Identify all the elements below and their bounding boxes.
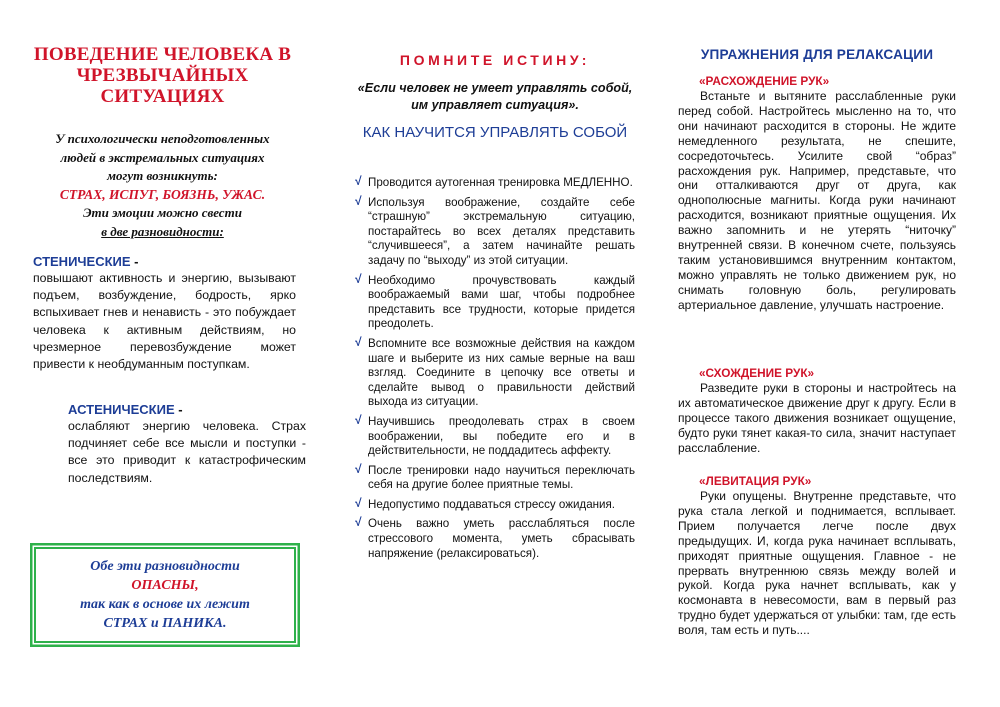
checkmark-icon: √ (355, 334, 362, 349)
heading-dash: - (130, 254, 139, 269)
intro-line: могут возникнуть: (107, 168, 218, 183)
asthenic-heading (68, 402, 183, 418)
list-item-text: Очень важно уметь расслабляться после стрессового момента, уметь сбрасывать напряжение (релаксироваться). (368, 517, 635, 560)
exercise-heading: «СХОЖДЕНИЕ РУК» (699, 366, 815, 380)
list-item-text: Используя воображение, создайте себе “страшную” экстремальную ситуацию, постарайтесь во всех деталях представить “случившееся”, а затем начинайте решать задачу по “выходу” из этой ситуации. (368, 195, 635, 267)
sthenic-heading-text: СТЕНИЧЕСКИЕ (33, 254, 131, 269)
self-control-subtitle: КАК НАУЧИТСЯ УПРАВЛЯТЬ СОБОЙ (362, 124, 628, 141)
list-item (355, 495, 635, 513)
exercise-text: Встаньте и вытяните расслабленные руки перед собой. Настройтесь мысленно на то, что они начинают расходится в стороны. Не ждите немедленного результата, не спешите, сосредоточьтесь. Усилите свой “образ” расхождения рук. Например, представьте, что они отталкиваются друг от друга, как однополюсные магниты. Когда руки начинают расходится, возникают приятные ощущения. Их важно запомнить и не утерять “ниточку” внутренней связи. В конечном счете, пользуясь таким установившимся внутренним контактом, можно управлять не только движением рук, но снимать головную боль, регулировать артериальное давление, улучшать настроение. (678, 89, 956, 312)
title-line: ЧРЕЗВЫЧАЙНЫХ (76, 65, 249, 86)
exercise-text: Разведите руки в стороны и настройтесь на их автоматическое движение друг к другу. Если в процессе такого движения возникает ощущение, будто руки тянет какая-то сила, значит наступает расслабление. (678, 381, 956, 455)
box-line: так как в основе их лежит (80, 597, 250, 612)
truth-title: ПОМНИТЕ ИСТИНУ: (399, 52, 591, 68)
title-line: СИТУАЦИЯХ (100, 86, 225, 107)
checkmark-icon: √ (355, 515, 362, 530)
checkmark-icon: √ (355, 193, 362, 208)
sthenic-text: повышают активность и энергию, вызывают подъем, возбуждение, бодрость, ярко вспыхивает гнев и ненависть - это побуждает человека к активным действиям, но чрезмерное перевозбуждение может привести к необдуманным поступкам. (33, 271, 296, 372)
list-item-text: Научившись преодолевать страх в своем воображении, вы победите его и в действительности, не поддадитесь аффекту. (368, 414, 635, 458)
list-item (355, 334, 635, 410)
list-item (355, 176, 635, 191)
emotions-list: СТРАХ, ИСПУГ, БОЯЗНЬ, УЖАС. (59, 186, 266, 202)
behavior-title (25, 44, 300, 107)
box-line: Обе эти разновидности (90, 559, 240, 574)
asthenic-text: ослабляют энергию человека. Страх подчиняет себе все мысли и поступки - все это приводит к катастрофическим последствиям. (68, 419, 306, 485)
intro-line: Эти эмоции можно свести (83, 205, 242, 220)
list-item (355, 193, 635, 269)
column-relaxation (678, 0, 956, 707)
exercise-hands-apart (678, 74, 956, 313)
truth-quote: «Если человек не умеет управлять собой, им управляет ситуация». (357, 81, 633, 112)
danger-box (34, 547, 296, 643)
list-item-text: После тренировки надо научиться переключать себя на другие более приятные темы. (368, 463, 635, 492)
exercise-text: Руки опущены. Внутренне представьте, что рука стала легкой и поднимается, всплывает. Прием получается легче после двух предыдущих. И, когда рука начинает всплывать, приходят приятные ощущения. Главное - не прервать внутреннюю связь между волей и рукой. Когда рука начнет всплывать, как у космонавта в невесомости, вам в первый раз трудно будет удержаться от улыбки: там, где есть воля, там есть и путь.... (678, 489, 956, 638)
relaxation-title: УПРАЖНЕНИЯ ДЛЯ РЕЛАКСАЦИИ (700, 47, 934, 62)
advice-list (355, 176, 635, 566)
column-truth (355, 0, 635, 707)
exercise-heading: «РАСХОЖДЕНИЕ РУК» (699, 74, 830, 88)
exercise-hands-together (678, 366, 956, 456)
list-item-text: Необходимо прочувствовать каждый воображаемый вами шаг, чтобы подробнее представить все трудности, которые придется преодолеть. (368, 273, 635, 331)
intro-line: У психологически неподготовленных (55, 131, 270, 146)
list-item (355, 271, 635, 332)
intro-line: людей в экстремальных ситуациях (60, 149, 265, 165)
checkmark-icon: √ (355, 495, 362, 510)
checkmark-icon: √ (355, 461, 362, 476)
behavior-intro (25, 130, 300, 241)
list-item (355, 461, 635, 493)
exercise-heading: «ЛЕВИТАЦИЯ РУК» (699, 474, 812, 488)
exercise-hand-levitation (678, 474, 956, 638)
column-behavior (25, 0, 306, 707)
sthenic-heading (33, 254, 139, 270)
checkmark-icon: √ (355, 412, 362, 427)
list-item (355, 517, 635, 561)
intro-line: в две разновидности: (101, 223, 224, 239)
title-line: ПОВЕДЕНИЕ ЧЕЛОВЕКА В (33, 44, 292, 65)
box-line: ОПАСНЫ, (131, 578, 199, 593)
list-item-text: Проводится аутогенная тренировка МЕДЛЕННО. (368, 176, 633, 189)
checkmark-icon: √ (355, 271, 362, 286)
list-item (355, 412, 635, 459)
heading-dash: - (174, 402, 183, 417)
box-line: СТРАХ и ПАНИКА. (103, 616, 227, 631)
checkmark-icon: √ (355, 174, 362, 188)
list-item-text: Недопустимо поддаваться стрессу ожидания. (368, 497, 616, 511)
list-item-text: Вспомните все возможные действия на каждом шаге и выберите из них самые верные на ваш взгляд. Соедините в цепочку все ответы и сделайте вывод о правильности действий выхода из ситуации. (368, 336, 635, 409)
asthenic-heading-text: АСТЕНИЧЕСКИЕ (68, 402, 175, 417)
